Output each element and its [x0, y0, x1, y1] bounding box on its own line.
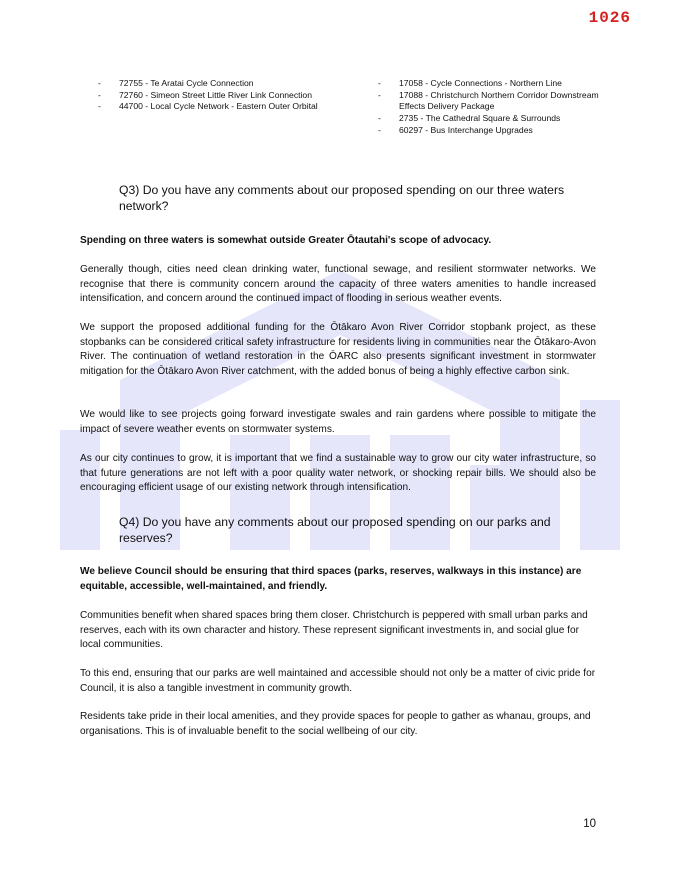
q4-paragraph: Residents take pride in their local amenities, and they provide spaces for people to gather as whanau, groups, and organisations. This is of invaluable benefit to the social wellbeing of our city. — [80, 711, 591, 737]
list-item: - 2735 - The Cathedral Square & Surrounds — [376, 113, 616, 125]
bullet-list-left — [96, 78, 376, 137]
q4-paragraph: Communities benefit when shared spaces bring them closer. Christchurch is peppered with small urban parks and reserves, each with its own character and history. These represent significant investments in, and social glue for local communities. — [80, 610, 588, 651]
list-item: - 72760 - Simeon Street Little River Link Connection — [96, 90, 376, 102]
q3-paragraph: We would like to see projects going forward investigate swales and rain gardens where possible to mitigate the impact of severe weather events on stormwater systems. — [80, 409, 596, 435]
q3-paragraph: As our city continues to grow, it is important that we find a sustainable way to grow our city water infrastructure, so that future generations are not left with a poor quality water network, or shocking repair bills. We should also be encouraging efficient usage of our existing network through intensification. — [80, 453, 596, 494]
q3-paragraph: Generally though, cities need clean drinking water, functional sewage, and resilient stormwater networks. We recognise that there is community concern around the capacity of three waters amenities to handle increased intensification, and concern around the continued impact of flooding in serious weather events. — [80, 264, 596, 305]
project-bullet-lists — [96, 78, 616, 137]
question-q4: Q4) Do you have any comments about our proposed spending on our parks and reserves? — [119, 515, 551, 545]
page-number: 10 — [583, 818, 596, 830]
q3-paragraph: We support the proposed additional funding for the Ōtākaro Avon River Corridor stopbank project, as these stopbanks can be considered critical safety infrastructure for residents living in communities near the Ōtākaro-Avon River. The continuation of wetland restoration in the ŌARC also presents significant investment in stormwater mitigation for the Ōtākaro Avon River catchment, with the added bonus of being a highly effective carbon sink. — [80, 322, 596, 378]
list-item: - 17088 - Christchurch Northern Corridor Downstream Effects Delivery Package — [376, 90, 616, 113]
document-reference-number: 1026 — [588, 9, 631, 27]
list-item: - 17058 - Cycle Connections - Northern Line — [376, 78, 616, 90]
question-q3: Q3) Do you have any comments about our proposed spending on our three waters network? — [119, 183, 565, 213]
q4-response-heading: We believe Council should be ensuring that third spaces (parks, reserves, walkways in this instance) are equitable, accessible, well-maintained, and friendly. — [80, 566, 582, 592]
list-item: - 60297 - Bus Interchange Upgrades — [376, 125, 616, 137]
q4-paragraph: To this end, ensuring that our parks are well maintained and accessible should not only be a matter of civic pride for Council, it is also a tangible investment in community growth. — [80, 668, 596, 694]
bullet-list-right — [376, 78, 616, 137]
q3-response-heading: Spending on three waters is somewhat outside Greater Ōtautahi's scope of advocacy. — [80, 235, 492, 246]
list-item: - 44700 - Local Cycle Network - Eastern Outer Orbital — [96, 101, 376, 113]
list-item: - 72755 - Te Aratai Cycle Connection — [96, 78, 376, 90]
